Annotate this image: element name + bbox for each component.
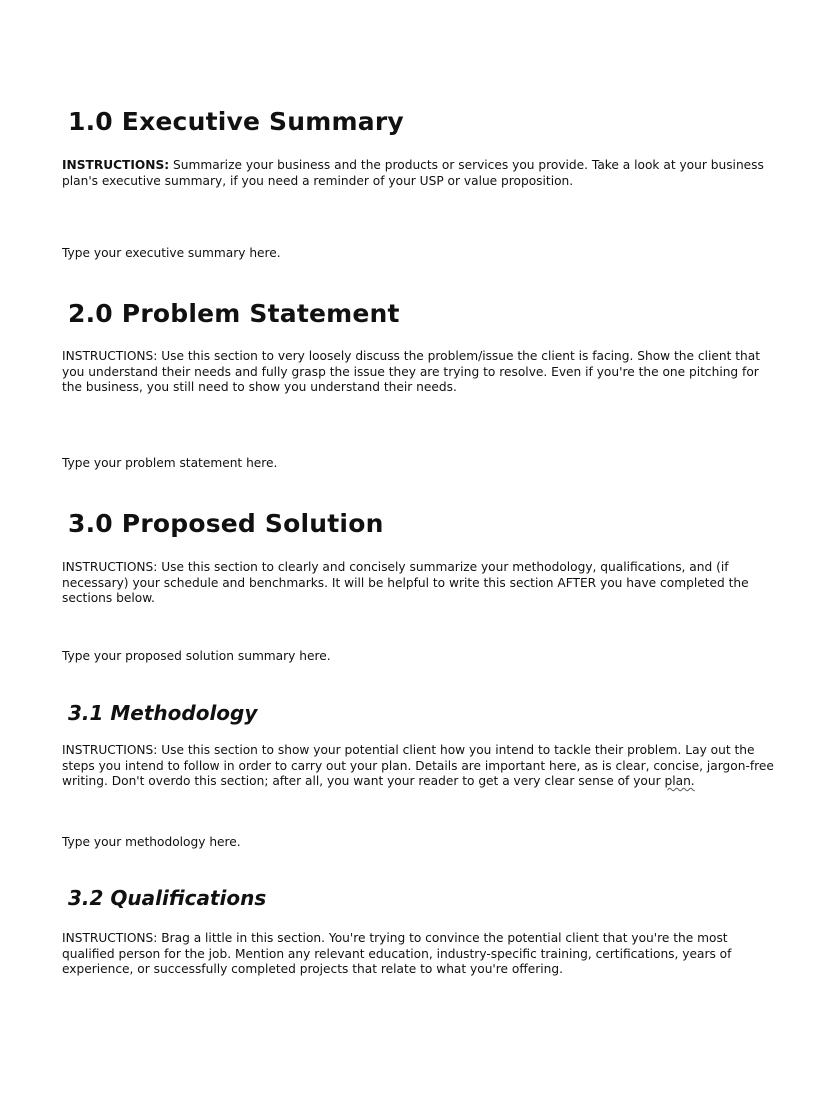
heading-problem-statement: 2.0 Problem Statement	[68, 299, 400, 328]
heading-methodology: 3.1 Methodology	[68, 701, 258, 725]
heading-proposed-solution: 3.0 Proposed Solution	[68, 509, 384, 538]
instructions-text: INSTRUCTIONS: Use this section to show your potential client how you intend to tackle their problem. Lay out the steps you intend to follow in order to carry out your plan. Details are important here, as is clear, concise, jargon-free writing. Don't overdo this section; after all, you want your reader to get a very clear sense of your	[62, 743, 774, 788]
placeholder-proposed-solution[interactable]: Type your proposed solution summary here.	[62, 649, 331, 663]
placeholder-problem-statement[interactable]: Type your problem statement here.	[62, 456, 278, 470]
instructions-methodology	[62, 743, 774, 790]
instructions-label: INSTRUCTIONS:	[62, 158, 170, 172]
instructions-text: Summarize your business and the products or services you provide. Take a look at your business plan's executive summary, if you need a reminder of your USP or value proposition.	[62, 158, 764, 188]
instructions-qualifications: INSTRUCTIONS: Brag a little in this section. You're trying to convince the potential client that you're the most qualified person for the job. Mention any relevant education, industry-specific training, certifications, years of experience, or successfully completed projects that relate to what you're offering.	[62, 931, 732, 976]
instructions-executive-summary	[62, 158, 774, 189]
spellcheck-flagged-word[interactable]: plan.	[664, 774, 695, 788]
instructions-problem-statement: INSTRUCTIONS: Use this section to very loosely discuss the problem/issue the client is facing. Show the client that you understand their needs and fully grasp the issue they are trying to resolve. Even if you're the one pitching for the business, you still need to show you understand their needs.	[62, 349, 760, 394]
heading-executive-summary: 1.0 Executive Summary	[68, 107, 404, 136]
heading-qualifications: 3.2 Qualifications	[68, 886, 267, 910]
instructions-proposed-solution: INSTRUCTIONS: Use this section to clearly and concisely summarize your methodology, qualifications, and (if necessary) your schedule and benchmarks. It will be helpful to write this section AFTER you have completed the sections below.	[62, 560, 749, 605]
placeholder-methodology[interactable]: Type your methodology here.	[62, 835, 241, 849]
placeholder-executive-summary[interactable]: Type your executive summary here.	[62, 246, 281, 260]
